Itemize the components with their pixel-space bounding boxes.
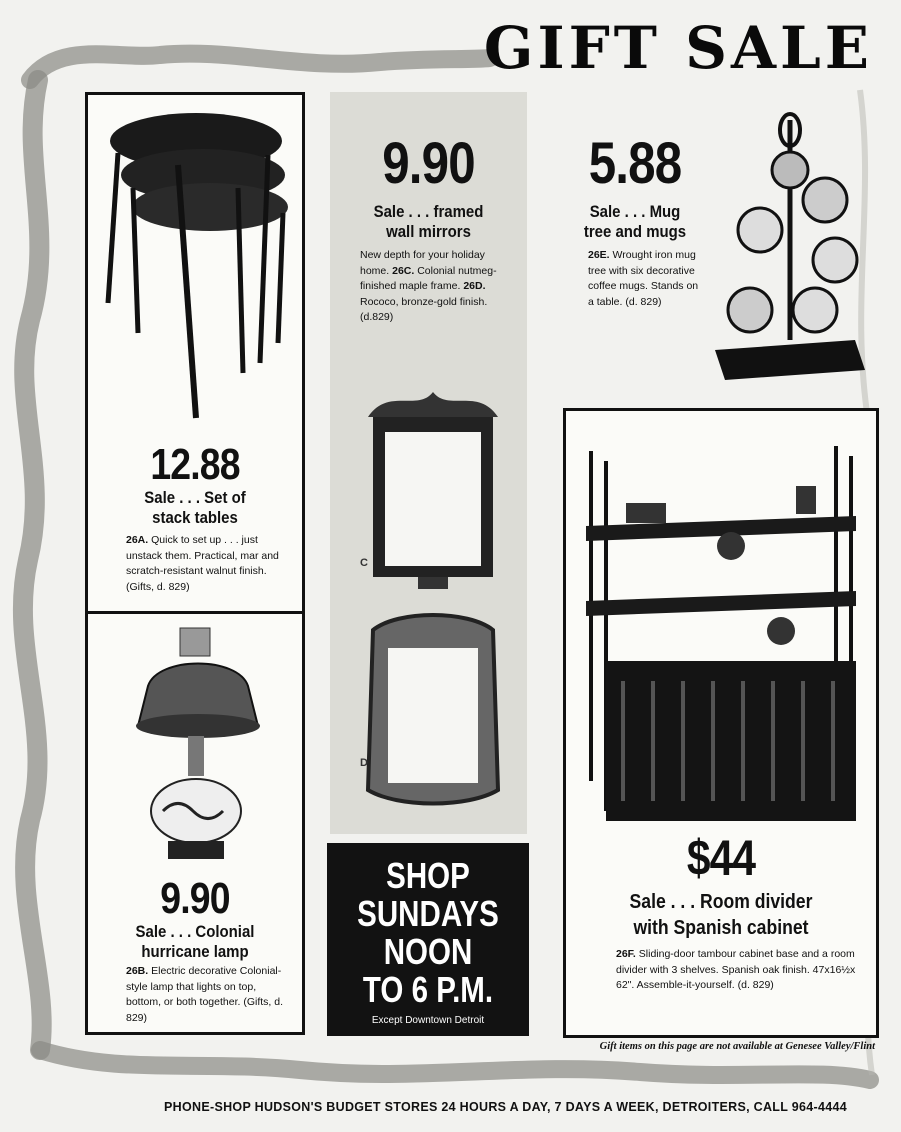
stack-tables-price: 12.88 — [150, 440, 240, 489]
room-divider-description: 26F. Sliding-door tambour cabinet base and a room divider with 3 shelves. Spanish oak finish. 47x16½x 62". Assemble-it-yourself. (d. 829) — [616, 948, 856, 991]
mirrors-description: New depth for your holiday home. 26C. Colonial nutmeg-finished maple frame. 26D. Rococo, bronze-gold finish.(d.829) — [360, 249, 497, 323]
mirrors-headline: Sale . . . framed wall mirrors — [373, 202, 484, 241]
mug-tree-headline: Sale . . . Mug tree and mugs — [583, 202, 687, 241]
mirror-d-illustration — [358, 610, 508, 810]
shop-line-3: NOON — [383, 931, 473, 972]
mug-tree-illustration — [705, 110, 875, 390]
availability-footnote: Gift items on this page are not available at Genesee Valley/Flint — [599, 1041, 875, 1052]
stack-tables-illustration — [88, 103, 302, 423]
shop-line-4: TO 6 P.M. — [362, 969, 494, 1010]
shop-sundays-box — [327, 843, 529, 1036]
room-divider-box — [563, 408, 879, 1038]
mug-tree-section — [560, 120, 710, 350]
lamp-description: 26B. Electric decorative Colonial-style lamp that lights on top, bottom, or both together. (Gifts, d. 829) — [126, 965, 283, 1024]
stack-tables-description: 26A. Quick to set up . . . just unstack them. Practical, mar and scratch-resistant walnut finish. (Gifts, d. 829) — [126, 534, 279, 593]
mirror-c-illustration — [358, 382, 508, 592]
lamp-price: 9.90 — [160, 874, 230, 923]
hurricane-lamp-illustration — [88, 626, 302, 881]
shop-line-1: SHOP — [386, 855, 470, 896]
stack-tables-headline: Sale . . . Set of stack tables — [144, 488, 246, 527]
shop-line-2: SUNDAYS — [357, 893, 499, 934]
stack-tables-box — [85, 92, 305, 614]
shop-note: Except Downtown Detroit — [371, 1015, 485, 1026]
mug-tree-price: 5.88 — [588, 131, 682, 196]
page-title: GIFT SALE — [483, 14, 873, 82]
room-divider-price: $44 — [686, 830, 756, 886]
phone-shop-footer: PHONE-SHOP HUDSON'S BUDGET STORES 24 HOURS A DAY, 7 DAYS A WEEK, DETROITERS, CALL 964-4444 — [164, 1100, 847, 1114]
mirror-d-label: D — [360, 757, 368, 769]
mirrors-panel — [330, 92, 527, 834]
lamp-box — [85, 611, 305, 1035]
room-divider-headline: Sale . . . Room divider with Spanish cabinet — [629, 891, 813, 939]
mirrors-price: 9.90 — [382, 131, 475, 196]
mug-tree-description: 26E. Wrought iron mug tree with six decorative coffee mugs. Stands on a table. (d. 829) — [588, 249, 699, 308]
lamp-headline: Sale . . . Colonial hurricane lamp — [135, 922, 255, 961]
mirror-c-label: C — [360, 557, 368, 569]
room-divider-illustration — [571, 431, 871, 831]
